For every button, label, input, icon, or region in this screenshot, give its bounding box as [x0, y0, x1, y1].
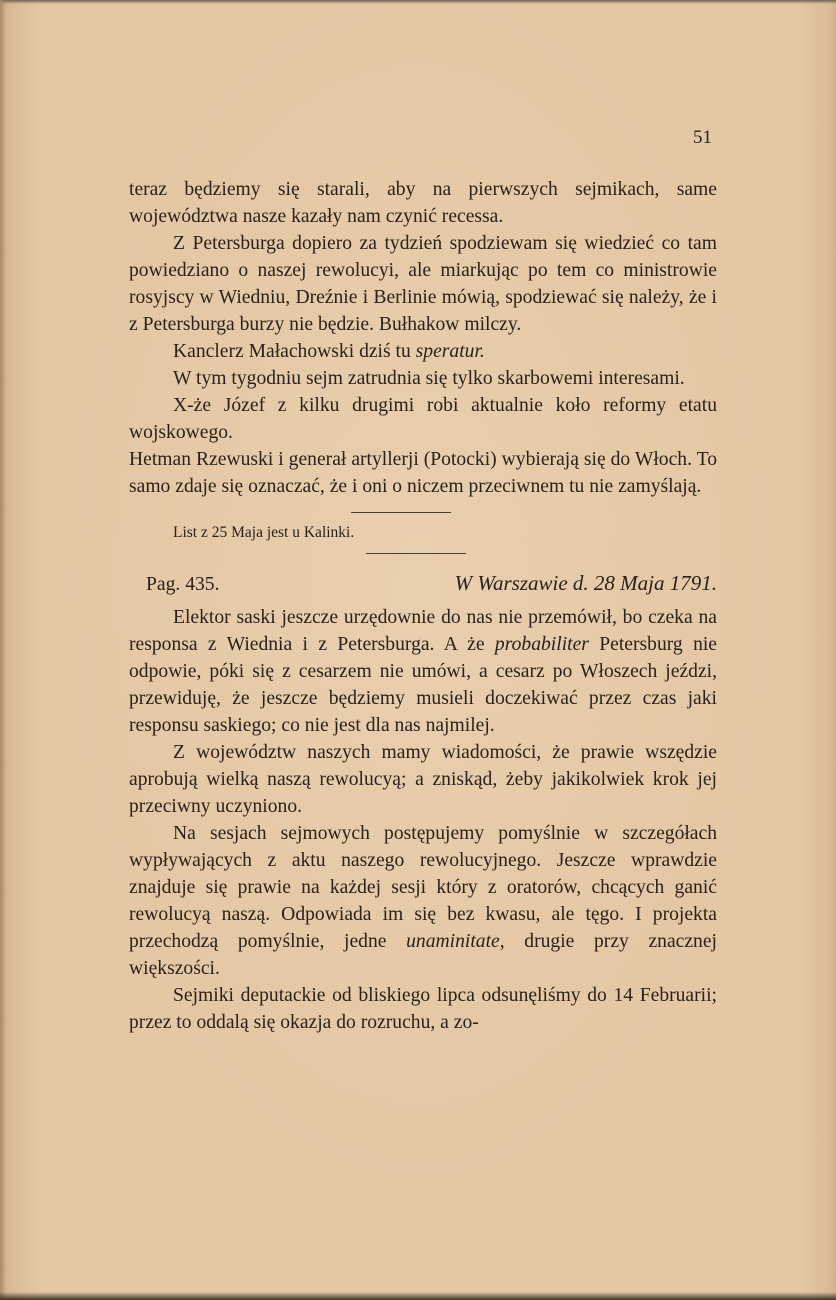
paragraph — [129, 365, 717, 392]
text-run: W tym tygodniu sejm zatrudnia się tylko skarbowemi interesami. — [173, 368, 685, 389]
editorial-note: List z 25 Maja jest u Kalinki. — [173, 524, 355, 541]
text-run: Elektor saski jeszcze urzędownie do nas nie przemówił, bo czeka na responsa z Wiednia i z Petersburga. A że — [129, 607, 717, 655]
letter-continuation — [129, 176, 717, 500]
italic-phrase: unaminitate — [406, 931, 500, 952]
text-run: Sejmiki deputackie od bliskiego lipca odsunęliśmy do 14 Februarii; przez to oddalą się okazja do rozruchu, a zo- — [129, 985, 717, 1033]
page-reference: Pag. 435. — [146, 574, 220, 595]
paragraph — [129, 230, 717, 338]
paragraph — [129, 820, 717, 982]
letter-date-line: W Warszawie d. 28 Maja 1791. — [454, 571, 717, 595]
text-run: teraz będziemy się starali, aby na pierwszych sejmikach, same województwa nasze kazały nam czynić recessa. — [129, 179, 717, 227]
paragraph — [129, 604, 717, 739]
text-run: Na sesjach sejmowych postępujemy pomyślnie w szczegółach wypływających z aktu naszego rewolucyjnego. Jeszcze wprawdzie znajduje się prawie na każdej sesji który z oratorów, chcących ganić rewolucyą naszą. Odpowiada im się bez kwasu, ale tęgo. I projekta przechodzą pomyślnie, jedne — [129, 823, 717, 952]
text-run: , drugie przy znacznej większości. — [129, 931, 717, 979]
page-binding-edge — [0, 0, 6, 1300]
text-run: Hetman Rzewuski i generał artyllerji (Potocki) wybierają się do Włoch. To samo zdaje się oznaczać, że i oni o niczem przeciwnem tu nie zamyślają. — [129, 449, 717, 497]
page-bottom-edge — [0, 1292, 836, 1300]
paragraph — [129, 446, 717, 500]
letter-heading — [146, 570, 717, 600]
paragraph — [129, 392, 717, 446]
text-run: Petersburg nie odpowie, póki się z cesarzem nie umówi, a cesarz po Włoszech jeździ, przewiduję, że jeszcze będziemy musieli doczekiwać przez czas jaki responsu saskiego; co nie jest dla nas najmilej. — [129, 634, 718, 736]
text-run: Z Petersburga dopiero za tydzień spodziewam się wiedzieć co tam powiedziano o naszej rewolucyi, ale miarkując po tem co ministrowie rosyjscy w Wiedniu, Dreźnie i Berlinie mówią, spodziewać się należy, że i z Petersburga burzy nie będzie. Bułhakow milczy. — [129, 233, 717, 335]
paragraph — [129, 739, 717, 820]
text-run: Kanclerz Małachowski dziś tu — [173, 341, 416, 362]
text-run: Z województw naszych mamy wiadomości, że prawie wszędzie aprobują wielką naszą rewolucyą; a zniskąd, żeby jakikolwiek krok jej przeciwny uczyniono. — [129, 742, 717, 817]
italic-phrase: speratur. — [415, 341, 485, 362]
separator-rule — [366, 553, 466, 554]
paragraph — [129, 176, 717, 230]
paragraph — [129, 338, 717, 365]
page-top-edge — [0, 0, 836, 4]
paragraph — [129, 982, 717, 1036]
page-text-block — [129, 176, 717, 1036]
text-run: X-że Józef z kilku drugimi robi aktualnie koło reformy etatu wojskowego. — [129, 395, 717, 443]
separator-rule — [351, 512, 451, 513]
italic-phrase: probabiliter — [494, 634, 589, 655]
page-number: 51 — [693, 127, 712, 148]
letter-body — [129, 604, 717, 1036]
